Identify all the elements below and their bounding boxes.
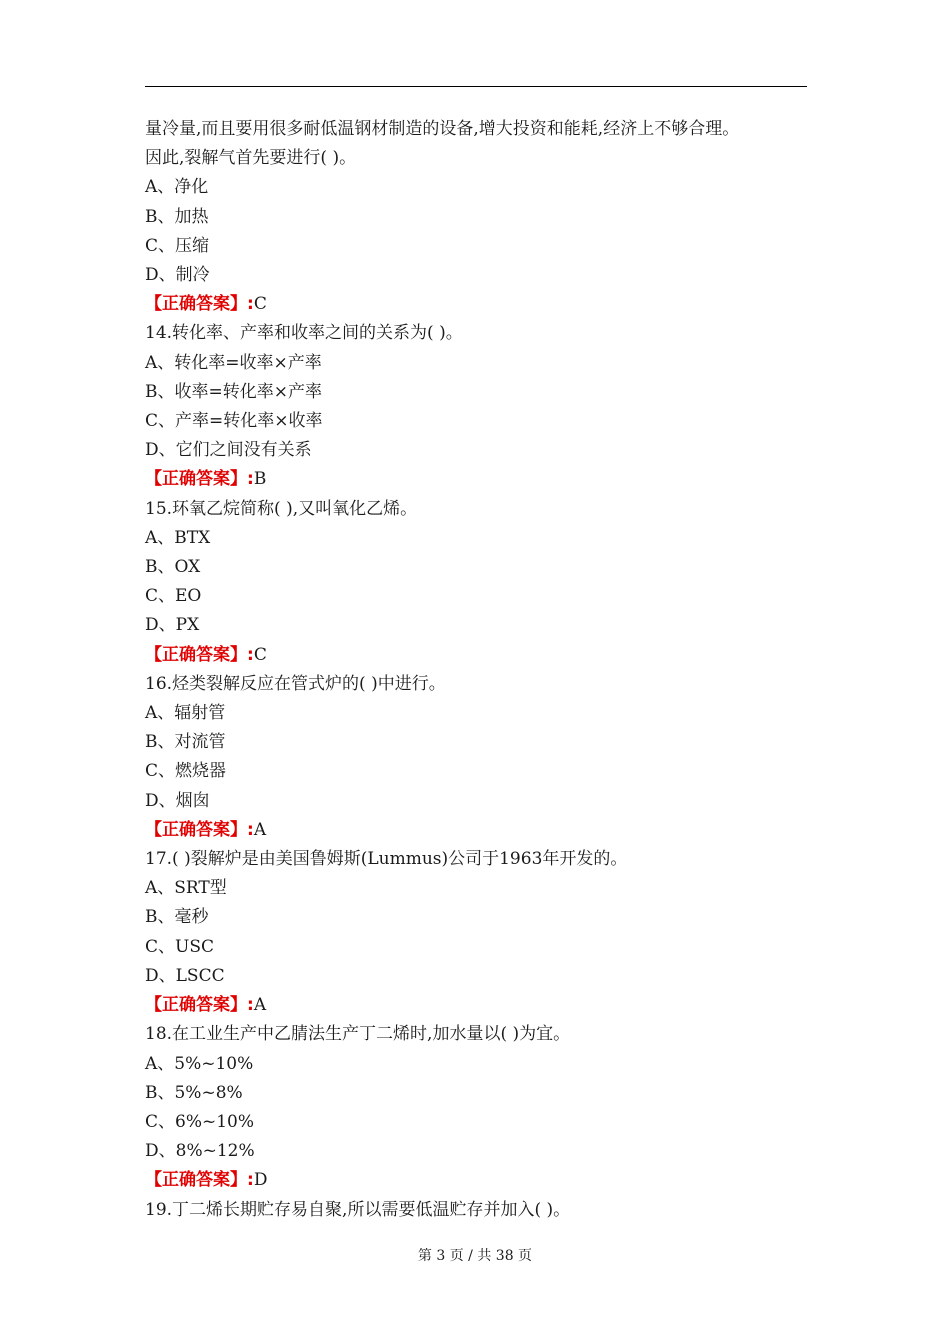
intro-line-2: 因此,裂解气首先要进行( )。 [145,148,357,169]
question-18: 18.在工业生产中乙腈法生产丁二烯时,加水量以( )为宜。 [145,1024,571,1045]
answer-value: C [253,294,267,315]
page-footer: 第 3 页 / 共 38 页 [417,1248,533,1264]
question-16-option-b: B、对流管 [145,732,226,753]
question-19: 19.丁二烯长期贮存易自聚,所以需要低温贮存并加入( )。 [145,1199,571,1220]
question-16-option-a: A、辐射管 [145,703,226,724]
answer-value: A [253,995,267,1016]
question-17: 17.( )裂解炉是由美国鲁姆斯(Lummus)公司于1963年开发的。 [145,849,628,870]
question-17-option-c: C、USC [145,936,214,957]
answer-value: A [253,819,267,840]
answer-value: C [253,644,267,665]
answer-label: 【正确答案】: [145,819,254,840]
page-content [145,115,815,1225]
header-rule [145,86,807,87]
question-15-answer [145,641,815,670]
intro-line-1: 量冷量,而且要用很多耐低温钢材制造的设备,增大投资和能耗,经济上不够合理。 [145,119,740,139]
intro-option-c: C、压缩 [145,235,210,256]
intro-option-a: A、净化 [145,177,209,198]
question-17-option-b: B、毫秒 [145,907,209,928]
question-18-option-b: B、5%~8% [145,1082,243,1103]
question-16-answer [145,816,815,845]
question-17-option-a: A、SRT型 [145,878,227,899]
answer-label: 【正确答案】: [145,469,254,490]
question-15-option-a: A、BTX [145,527,211,548]
question-18-option-a: A、5%~10% [145,1053,254,1074]
question-18-answer [145,1166,815,1195]
intro-option-b: B、加热 [145,206,209,227]
answer-label: 【正确答案】: [145,294,254,315]
answer-value: D [253,1170,268,1191]
answer-label: 【正确答案】: [145,644,254,665]
question-14-answer [145,465,815,494]
question-14-option-c: C、产率=转化率×收率 [145,411,323,432]
question-17-option-d: D、LSCC [145,965,225,986]
question-17-answer [145,991,815,1020]
question-15-option-d: D、PX [145,615,200,636]
question-14: 14.转化率、产率和收率之间的关系为( )。 [145,323,463,344]
answer-label: 【正确答案】: [145,1170,254,1191]
question-18-option-c: C、6%~10% [145,1111,255,1132]
question-14-option-b: B、收率=转化率×产率 [145,381,322,402]
question-15-option-c: C、EO [145,586,202,607]
question-16-option-d: D、烟囱 [145,790,210,811]
intro-answer [145,290,815,319]
answer-label: 【正确答案】: [145,995,254,1016]
question-15: 15.环氧乙烷简称( ),又叫氧化乙烯。 [145,498,418,519]
question-14-option-a: A、转化率=收率×产率 [145,352,322,373]
question-16-option-c: C、燃烧器 [145,761,227,782]
answer-value: B [253,469,267,490]
question-14-option-d: D、它们之间没有关系 [145,440,312,461]
question-15-option-b: B、OX [145,557,201,578]
question-16: 16.烃类裂解反应在管式炉的( )中进行。 [145,673,446,694]
intro-option-d: D、制冷 [145,265,210,286]
question-18-option-d: D、8%~12% [145,1141,255,1162]
